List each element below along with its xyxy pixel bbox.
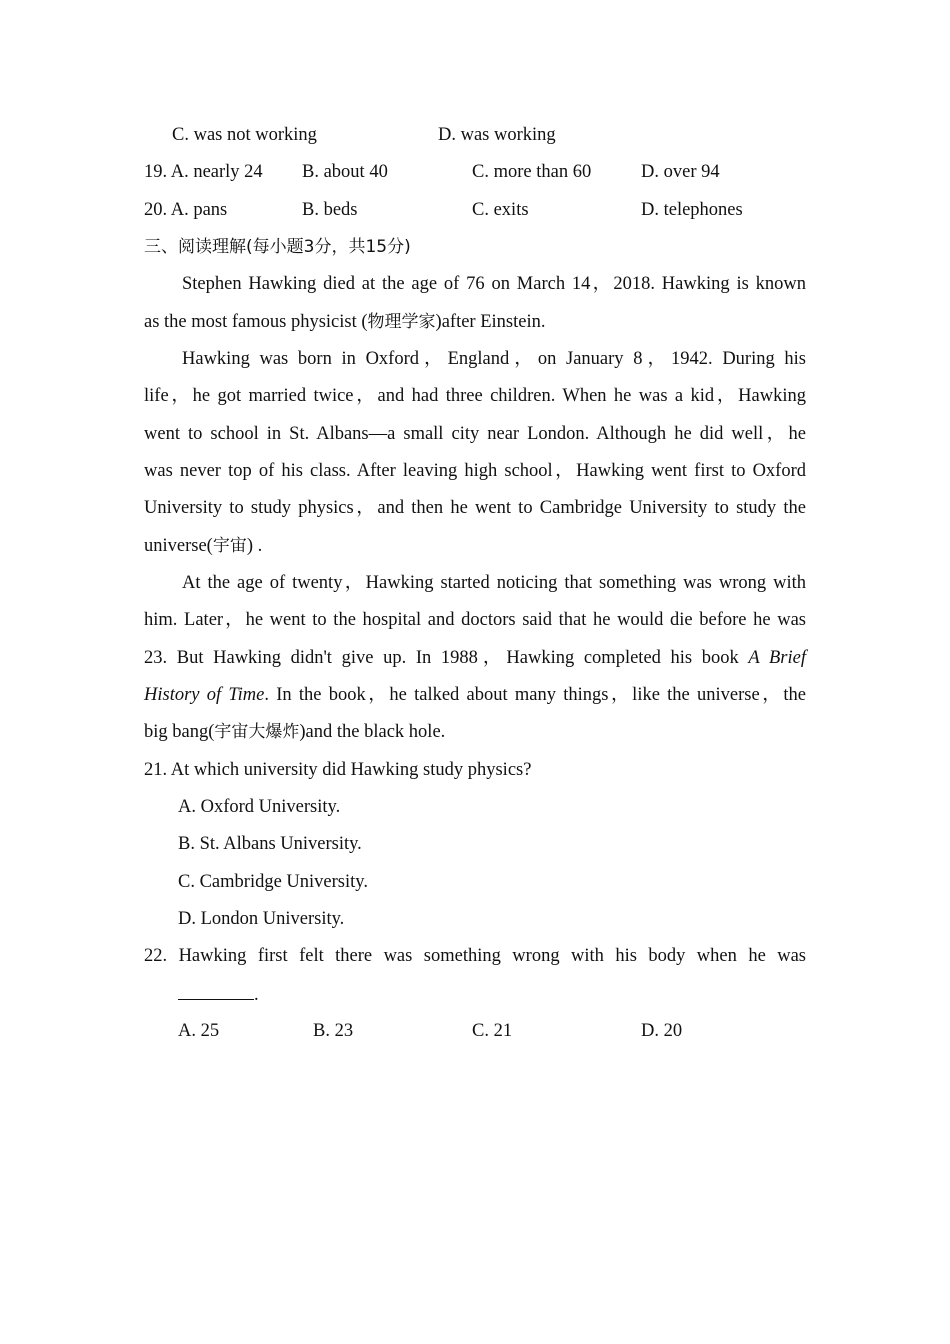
gloss-big-bang: 宇宙大爆炸	[214, 722, 300, 742]
text-segment: big bang(	[144, 722, 215, 742]
text-segment: . In the book，he talked about many things，like the universe，the	[264, 685, 806, 705]
text-segment: )after Einstein.	[435, 312, 546, 332]
passage-p1-line2	[144, 311, 806, 333]
text-segment: )and the black hole.	[299, 722, 446, 742]
passage-p2-line6	[144, 535, 806, 557]
section-title: 三、阅读理解	[144, 237, 246, 257]
q19-option-b: B. about 40	[302, 162, 388, 182]
blank-line	[178, 983, 254, 1000]
gloss-physicist: 物理学家	[367, 312, 436, 332]
q21-option-c: C. Cambridge University.	[178, 872, 368, 892]
q22-option-d: D. 20	[641, 1021, 683, 1041]
q19-option-c: C. more than 60	[472, 162, 592, 182]
passage-p3-line3	[144, 647, 806, 669]
passage-p3-line1: At the age of twenty，Hawking started noticing that something was wrong with	[182, 573, 806, 593]
blank-end: .	[254, 985, 259, 1005]
text-segment: universe(	[144, 536, 213, 556]
book-title-part1: A Brief	[748, 648, 806, 668]
q22-option-b: B. 23	[313, 1021, 354, 1041]
q21-option-d: D. London University.	[178, 909, 345, 929]
passage-p2-line4: was never top of his class. After leaving high school，Hawking went first to Oxford	[144, 461, 806, 481]
passage-p3-line4	[144, 684, 806, 706]
q20-option-b: B. beds	[302, 200, 358, 220]
passage-p2-line2: life，he got married twice，and had three children. When he was a kid，Hawking	[144, 386, 806, 406]
q18-option-d: D. was working	[438, 125, 556, 145]
q22-question: 22. Hawking first felt there was something wrong with his body when he was	[144, 946, 806, 966]
passage-p2-line3: went to school in St. Albans—a small city near London. Although he did well，he	[144, 424, 806, 444]
passage-p1-line1: Stephen Hawking died at the age of 76 on March 14，2018. Hawking is known	[182, 274, 806, 294]
q19-option-d: D. over 94	[641, 162, 720, 182]
section-heading	[144, 236, 806, 258]
passage-p3-line5	[144, 721, 806, 743]
q21-question: 21. At which university did Hawking study physics?	[144, 760, 532, 780]
q19-option-a: 19. A. nearly 24	[144, 162, 263, 182]
q20-option-c: C. exits	[472, 200, 529, 220]
q20-option-d: D. telephones	[641, 200, 743, 220]
text-segment: as the most famous physicist (	[144, 312, 368, 332]
q20-option-a: 20. A. pans	[144, 200, 228, 220]
passage-p3-line2: him. Later，he went to the hospital and doctors said that he would die before he was	[144, 610, 806, 630]
passage-p2-line5: University to study physics，and then he went to Cambridge University to study the	[144, 498, 806, 518]
q21-option-b: B. St. Albans University.	[178, 834, 362, 854]
text-segment: 23. But Hawking didn't give up. In 1988，Hawking completed his book	[144, 648, 749, 668]
q18-option-c: C. was not working	[172, 125, 317, 145]
q21-option-a: A. Oxford University.	[178, 797, 341, 817]
q22-answer-blank	[178, 983, 259, 1006]
q22-option-a: A. 25	[178, 1021, 220, 1041]
section-score-note: (每小题3分，共15分)	[246, 237, 411, 257]
book-title-part2: History of Time	[144, 685, 265, 705]
q22-option-c: C. 21	[472, 1021, 513, 1041]
text-segment: ) .	[246, 536, 263, 556]
passage-p2-line1: Hawking was born in Oxford，England，on January 8，1942. During his	[182, 349, 806, 369]
gloss-universe: 宇宙	[212, 536, 247, 556]
